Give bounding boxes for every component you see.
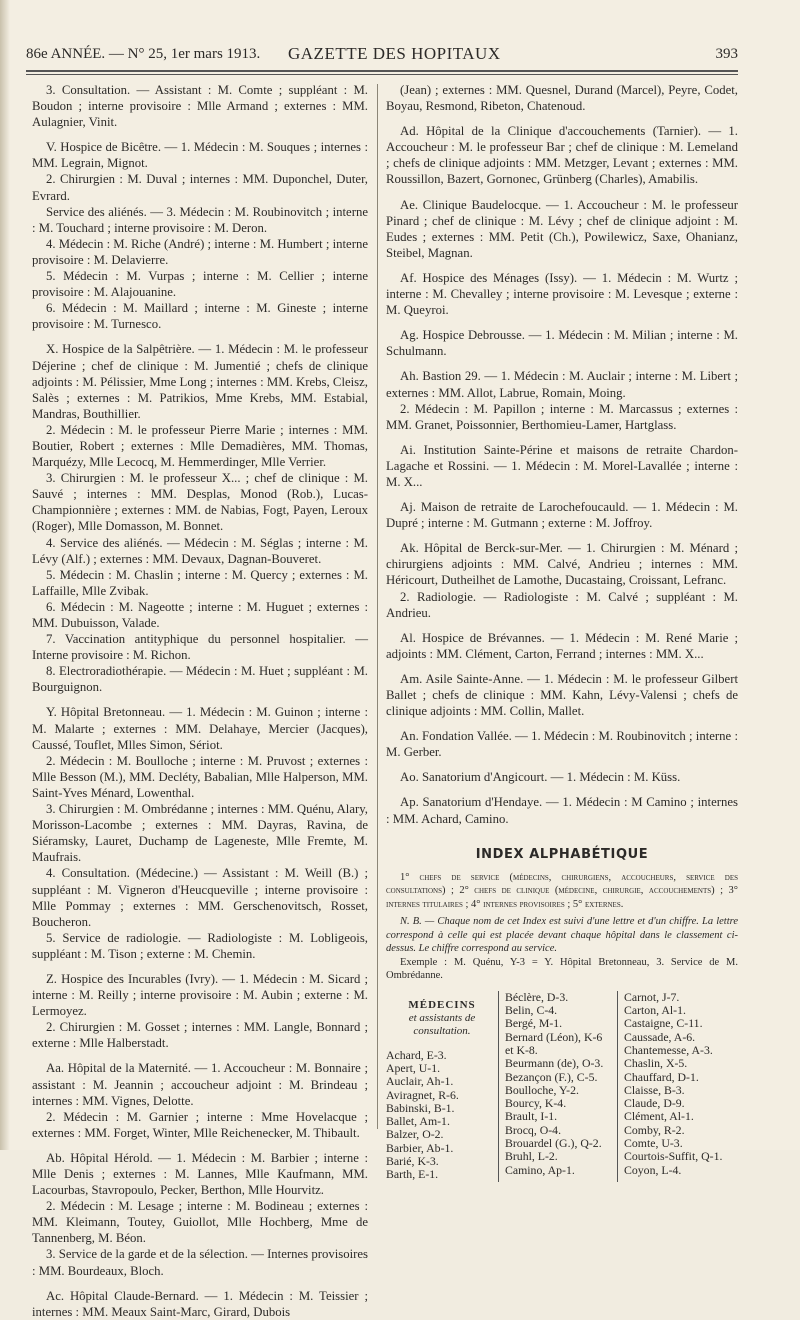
entry-paragraph: Ak. Hôpital de Berck-sur-Mer. — 1. Chirurgien : M. Ménard ; chirurgiens adjoints : MM. Calvé, Andrieu ; internes : MM. Héricourt, Dutheilhet de Lamothe, Ducastaing, Croissant, Lefranc. <box>386 541 738 588</box>
entry-paragraph: Ab. Hôpital Hérold. — 1. Médecin : M. Barbier ; interne : Mlle Denis ; externes : M. Lannes, Mlle Kaufmann, MM. Lacourbas, Stavropoulo, Pecker, Berthon, Mlle Hourvitz. <box>32 1150 368 1198</box>
index-entry: Bruhl, L-2. <box>505 1149 558 1164</box>
index-entry: Carton, Al-1. <box>624 1003 686 1018</box>
entry-paragraph: Aa. Hôpital de la Maternité. — 1. Accoucheur : M. Bonnaire ; assistant : M. Jeannin ; accoucheur adjoint : M. Brindeau ; internes : MM. Vignes, Delotte. <box>32 1061 368 1108</box>
index-entry: Barth, E-1. <box>386 1167 439 1182</box>
index-title: INDEX ALPHABÉTIQUE <box>475 846 649 862</box>
entry-paragraph: 3. Chirurgien : M. Ombrédanne ; internes : MM. Quénu, Alary, Morisson-Lacombe ; externes : MM. Dayras, Ravina, de Siéramsky, Lauret, Duchamp de Lageneste, Mlle Fremte, M. Maufrais. <box>32 802 368 865</box>
entry-paragraph: 2. Chirurgien : M. Gosset ; internes : MM. Langle, Bonnard ; externe : Mlle Halberstadt. <box>32 1020 368 1051</box>
entry-paragraph: (Jean) ; externes : MM. Quesnel, Durand (Marcel), Peyre, Codet, Boyau, Resmond, Ribeton, Chatenoud. <box>386 83 738 114</box>
entry-paragraph: 2. Médecin : M. le professeur Pierre Marie ; internes : MM. Boutier, Robert ; externes : Mlle Demadières, MM. Thomas, Marquézy, Mlle Lecocq, M. Hemmerdinger, Mlle Verrier. <box>32 422 368 470</box>
index-entry: Brocq, O-4. <box>505 1122 562 1137</box>
entry-paragraph: 6. Médecin : M. Nageotte ; interne : M. Huguet ; externes : MM. Dubuisson, Valade. <box>32 599 368 630</box>
entry-paragraph: Y. Hôpital Bretonneau. — 1. Médecin : M. Guinon ; interne : M. Malarte ; externes : MM. Delahaye, Mercier (Jacques), Caussé, Touflet, Mlles Simon, Sériot. <box>32 705 368 752</box>
index-entry: Barié, K-3. <box>386 1154 439 1169</box>
index-entry: Chaslin, X-5. <box>624 1056 688 1071</box>
entry-paragraph: Ag. Hospice Debrousse. — 1. Médecin : M. Milian ; interne : M. Schulmann. <box>386 328 738 359</box>
entry-paragraph: 2. Médecin : M. Boulloche ; interne : M. Pruvost ; externes : Mlle Besson (M.), MM. Decléty, Babalian, Mlle Halperson, MM. Saint-Yves Ménard, Lowenthal. <box>32 753 368 800</box>
index-entry: Balzer, O-2. <box>386 1127 444 1142</box>
index-entry: Bezançon (F.), C-5. <box>505 1069 598 1084</box>
index-entry: Apert, U-1. <box>386 1060 441 1075</box>
entry-paragraph: X. Hospice de la Salpêtrière. — 1. Médecin : M. le professeur Déjerine ; chef de clinique : M. Jumentié ; chefs de clinique adjoints : M. Pélissier, Mme Long ; internes : MM. Krebs, Cleisz, Salès ; externes : M. Patrikios, Mme Krebs, MM. Estabial, Mandras, Bouthillier. <box>32 342 368 421</box>
entry-paragraph: Ac. Hôpital Claude-Bernard. — 1. Médecin : M. Teissier ; internes : MM. Meaux Saint-Marc, Girard, Dubois <box>32 1288 368 1319</box>
right-column-entries <box>386 82 738 827</box>
left-column <box>32 82 368 1320</box>
entry-paragraph: Service des aliénés. — 3. Médecin : M. Roubinovitch ; interne : M. Touchard ; interne provisoire : M. Deron. <box>32 204 368 235</box>
index-entry: Bourcy, K-4. <box>505 1096 567 1111</box>
page-header <box>26 44 738 66</box>
index-entry: et K-8. <box>505 1042 538 1057</box>
index-note: N. B. — Chaque nom de cet Index est suivi d'une lettre et d'un chiffre. La lettre correspond à celle qui est placée devant chaque hôpital dans le classement ci-dessus. Le chiffre correspond au service. <box>386 916 738 955</box>
entry-paragraph: Ap. Sanatorium d'Hendaye. — 1. Médecin : M Camino ; internes : MM. Achard, Camino. <box>386 795 738 826</box>
right-column <box>386 82 738 1182</box>
index-col0-list <box>386 1049 498 1182</box>
index-entry: Comby, R-2. <box>624 1122 685 1137</box>
index-entry: Chantemesse, A-3. <box>624 1042 713 1057</box>
entry-paragraph: 2. Chirurgien : M. Duval ; internes : MM. Duponchel, Duter, Evrard. <box>32 172 368 203</box>
index-entry: Caussade, A-6. <box>624 1029 696 1044</box>
index-entry: Achard, E-3. <box>386 1047 447 1062</box>
index-intro: 1° chefs de service (médecins, chirurgiens, accoucheurs, service des consultations) ; 2° chefs de clinique (médecine, chirurgie, accouchements) ; 3° internes titulaires ; 4° internes provisoires ; 5° externes. <box>386 871 738 910</box>
entry-paragraph: Ah. Bastion 29. — 1. Médecin : M. Auclair ; interne : M. Libert ; externes : MM. Allot, Labrue, Romain, Moing. <box>386 369 738 400</box>
index-entry: Chauffard, D-1. <box>624 1069 699 1084</box>
header-rule <box>26 70 738 72</box>
index-entry: Camino, Ap-1. <box>505 1162 575 1177</box>
entry-paragraph: 2. Médecin : M. Garnier ; interne : Mme Hovelacque ; externes : MM. Forget, Winter, Mlle Reichenecker, M. Thibault. <box>32 1109 368 1140</box>
page-fold-shadow <box>0 0 10 1150</box>
entry-paragraph: 4. Consultation. (Médecine.) — Assistant : M. Weill (B.) ; suppléant : M. Vigneron d'Heucqueville ; interne provisoire : Mlle Pommay ; externes : MM. Gerschenovitsch, Rosset, Boucheron. <box>32 866 368 929</box>
index-entry: Courtois-Suffit, Q-1. <box>624 1149 723 1164</box>
index-entry: Carnot, J-7. <box>624 989 680 1004</box>
index-column-2 <box>617 991 736 1182</box>
index-entry: Boulloche, Y-2. <box>505 1082 579 1097</box>
index-entry: Aviragnet, R-6. <box>386 1087 459 1102</box>
index-entry: Comte, U-3. <box>624 1136 683 1151</box>
index-col0-subtitle: et assistants de consultation. <box>408 1012 476 1038</box>
index-example: Exemple : M. Quénu, Y-3 = Y. Hôpital Bretonneau, 3. Service de M. Ombrédanne. <box>386 956 738 982</box>
entry-paragraph: Ao. Sanatorium d'Angicourt. — 1. Médecin : M. Küss. <box>400 770 681 785</box>
journal-title: GAZETTE DES HOPITAUX <box>288 44 501 63</box>
entry-paragraph: 3. Consultation. — Assistant : M. Comte ; suppléant : M. Boudon ; interne provisoire : Mlle Armand ; externes : MM. Aulagnier, Vinit. <box>32 83 368 130</box>
entry-paragraph: 2. Radiologie. — Radiologiste : M. Calvé ; suppléant : M. Andrieu. <box>386 589 738 620</box>
entry-paragraph: Ai. Institution Sainte-Périne et maisons de retraite Chardon-Lagache et Rossini. — 1. Médecin : M. Morel-Lavallée ; interne : M. X... <box>386 442 738 489</box>
entry-paragraph: 3. Chirurgien : M. le professeur X... ; chef de clinique : M. Sauvé ; internes : MM. Desplas, Monod (Rob.), Lucas-Championnière ; externes : MM. de Nabias, Fogt, Payen, Leroux (Roger), Mlle Domasson, M. Bonnet. <box>32 471 368 534</box>
index-table <box>386 991 738 1182</box>
header-rule-thin <box>26 74 738 75</box>
index-entry: Belin, C-4. <box>505 1003 558 1018</box>
index-entry: Ballet, Am-1. <box>386 1114 450 1129</box>
entry-paragraph: 5. Service de radiologie. — Radiologiste : M. Lobligeois, suppléant : M. Tison ; externe : M. Chemin. <box>32 930 368 961</box>
entry-paragraph: 2. Médecin : M. Papillon ; interne : M. Marcassus ; externes : MM. Granet, Poissonnier, Berthomieu-Lamer, Hartglass. <box>386 401 738 432</box>
index-entry: Claude, D-9. <box>624 1096 685 1111</box>
entry-paragraph: V. Hospice de Bicêtre. — 1. Médecin : M. Souques ; internes : MM. Legrain, Mignot. <box>32 140 368 171</box>
entry-paragraph: 7. Vaccination antityphique du personnel hospitalier. — Interne provisoire : M. Richon. <box>32 632 368 663</box>
index-column-1 <box>498 991 617 1182</box>
entry-paragraph: 4. Service des aliénés. — Médecin : M. Séglas ; interne : M. Lévy (Alf.) ; externes : MM. Devaux, Dagnan-Bouveret. <box>32 535 368 566</box>
entry-paragraph: Am. Asile Sainte-Anne. — 1. Médecin : M. le professeur Gilbert Ballet ; chefs de clinique : MM. Kahn, Lévy-Valensi ; chefs de clinique adjoints : MM. Collin, Mallet. <box>386 671 738 719</box>
index-entry: Beurmann (de), O-3. <box>505 1056 604 1071</box>
entry-paragraph: 3. Service de la garde et de la sélection. — Internes provisoires : MM. Bourdeaux, Bloch. <box>32 1247 368 1278</box>
index-column-0 <box>386 991 498 1182</box>
entry-paragraph: Z. Hospice des Incurables (Ivry). — 1. Médecin : M. Sicard ; interne : M. Reilly ; interne provisoire : M. Aubin ; externe : M. Lermoyez. <box>32 971 368 1019</box>
index-entry: Claisse, B-3. <box>624 1082 685 1097</box>
index-entry: Bernard (Léon), K-6 <box>505 1029 603 1044</box>
index-entry: Brault, I-1. <box>505 1109 558 1124</box>
index-entry: Bergé, M-1. <box>505 1016 563 1031</box>
page-number: 393 <box>715 46 738 62</box>
entry-paragraph: 8. Electroradiothérapie. — Médecin : M. Huet ; suppléant : M. Bourguignon. <box>32 664 368 695</box>
entry-paragraph: 2. Médecin : M. Lesage ; interne : M. Bodineau ; externes : MM. Kleimann, Toutey, Guiollot, Mlle Hochberg, Mme de Tannenberg, M. Béon. <box>32 1199 368 1246</box>
entry-paragraph: Aj. Maison de retraite de Larochefoucauld. — 1. Médecin : M. Dupré ; interne : M. Gutmann ; externe : M. Joffroy. <box>386 500 738 531</box>
entry-paragraph: Ad. Hôpital de la Clinique d'accouchements (Tarnier). — 1. Accoucheur : M. le professeur Bar ; chef de clinique : M. Lemeland ; chefs de clinique adjoints : MM. Metzger, Levant ; externes : MM. Roussillon, Bazert, Gornonec, Grünberg (Charles), Amabilis. <box>386 124 738 187</box>
column-divider <box>377 84 378 1129</box>
index-col0-title: MÉDECINS <box>408 998 476 1011</box>
index-entry: Brouardel (G.), Q-2. <box>505 1136 602 1151</box>
index-entry: Babinski, B-1. <box>386 1100 455 1115</box>
entry-paragraph: Af. Hospice des Ménages (Issy). — 1. Médecin : M. Wurtz ; interne : M. Chevalley ; interne provisoire : M. Levesque ; externe : M. Queyroi. <box>386 270 738 318</box>
index-entry: Castaigne, C-11. <box>624 1016 703 1031</box>
index-entry: Auclair, Ah-1. <box>386 1074 454 1089</box>
index-entry: Coyon, L-4. <box>624 1162 682 1177</box>
issue-info: 86e ANNÉE. — N° 25, 1er mars 1913. <box>26 46 261 62</box>
index-entry: Béclère, D-3. <box>505 989 569 1004</box>
entry-paragraph: 6. Médecin : M. Maillard ; interne : M. Gineste ; interne provisoire : M. Turnesco. <box>32 301 368 332</box>
entry-paragraph: 5. Médecin : M. Vurpas ; interne : M. Cellier ; interne provisoire : M. Alajouanine. <box>32 269 368 300</box>
entry-paragraph: Al. Hospice de Brévannes. — 1. Médecin : M. René Marie ; adjoints : MM. Clément, Carton, Ferrand ; internes : MM. X... <box>386 630 738 661</box>
index-entry: Clément, Al-1. <box>624 1109 694 1124</box>
entry-paragraph: 4. Médecin : M. Riche (André) ; interne : M. Humbert ; interne provisoire : M. Delavierre. <box>32 236 368 267</box>
index-entry: Barbier, Ab-1. <box>386 1140 454 1155</box>
entry-paragraph: Ae. Clinique Baudelocque. — 1. Accoucheur : M. le professeur Pinard ; chef de clinique : M. Lévy ; chef de clinique adjoint : M. Eudes ; externes : MM. Petit (Ch.), Powilewicz, Saxe, Ohanianz, Steibel, Magnan. <box>386 197 738 260</box>
entry-paragraph: 5. Médecin : M. Chaslin ; interne : M. Quercy ; externes : M. Laffaille, Mlle Zvibak. <box>32 567 368 598</box>
entry-paragraph: An. Fondation Vallée. — 1. Médecin : M. Roubinovitch ; interne : M. Gerber. <box>386 729 738 760</box>
